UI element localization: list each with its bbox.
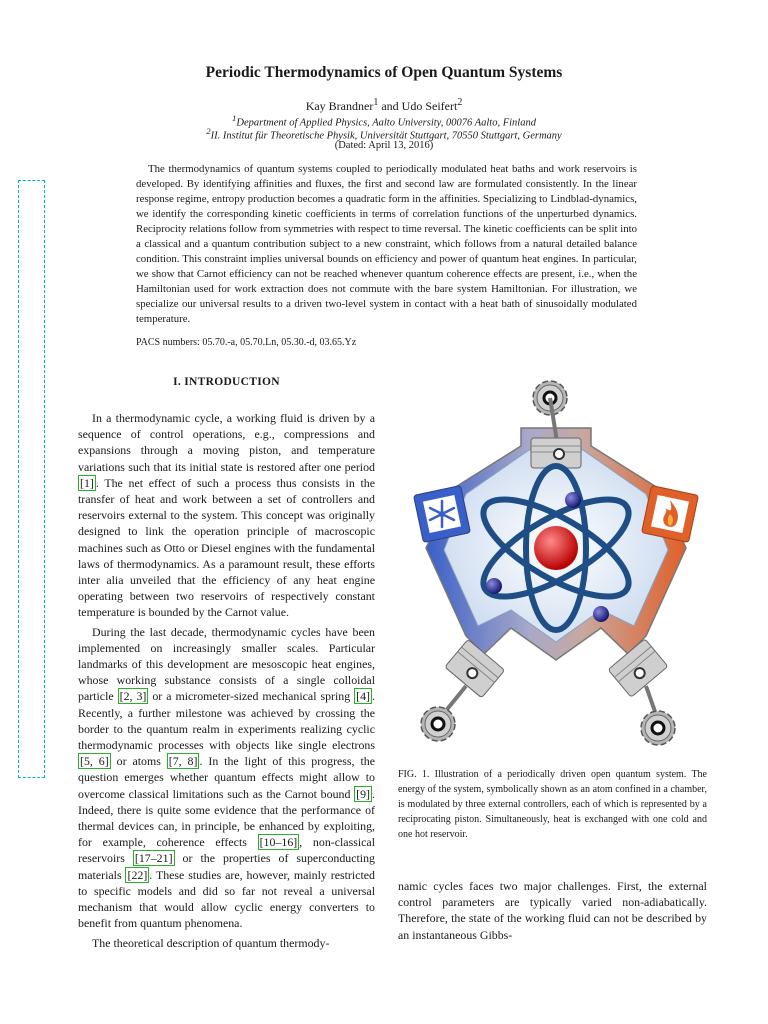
citation-link[interactable]: [22] xyxy=(127,867,148,882)
affiliation-2: $^2$II. Institut für Theoretische Physik, Universität Stuttgart, 70550 Stuttgart, Germany xyxy=(206,126,562,142)
author-line xyxy=(0,97,768,114)
paragraph: During the last decade, thermodynamic cycles have been implemented on increasingly smaller scales. Particular landmarks of this development are mesoscopic heat engines, whose working substance consists of a single colloidal particle [2, 3] or a micrometer-sized mechanical spring [4] . Recently, a further milestone was achieved by crossing the border to the quantum realm in experiments realizing cyclic thermodynamic processes with objects like single electrons [5, 6] or atoms [7, 8] . In the light of this progress, the question emerges whether quantum effects might allow to overcome classical limitations such as the Carnot bound [9] . Indeed, there is quite some evidence that the performance of thermal devices can, in principle, be enhanced by exploiting, for example, coherence effects [10–16] , non-classical reservoirs [17–21] or the properties of superconducting materials [22] . These studies are, however, mainly restricted to specific models and did so far not reveal a universal mechanism that would allow cyclic energy converters to benefit from quantum phenomena. xyxy=(78,624,375,931)
left-column xyxy=(78,410,375,954)
side-margin-box xyxy=(18,180,45,778)
gear-icon xyxy=(421,707,455,741)
piston-icon xyxy=(608,639,668,697)
citation-link[interactable]: [17–21] xyxy=(134,851,173,866)
author-joiner: and xyxy=(378,99,402,113)
paragraph: The theoretical description of quantum thermody- xyxy=(92,935,330,950)
paragraph: In a thermodynamic cycle, a working fluid is driven by a sequence of control operations, e.g., compressions and expansions through a moving piston, and temperature variations such that its initial state is restored after one period [1] . The net effect of such a process thus consists in the transfer of heat and work between a set of controllers and reservoirs external to the system. This concept was originally designed to link the operation principle of macroscopic machines such as Otto or Diesel engines with the fundamental laws of thermodynamics. As a paramount result, these efforts inter alia unveiled that the efficiency of any heat engine operating between two reservoirs of respectively constant temperature is bounded by the Carnot value. xyxy=(78,411,375,620)
electron xyxy=(593,606,609,622)
author-name: Udo Seifert xyxy=(401,99,458,113)
snowflake-icon xyxy=(414,486,471,543)
author-name: Kay Brandner xyxy=(305,99,374,113)
figure-caption: FIG. 1. Illustration of a periodically driven open quantum system. The energy of the system, symbolically shown as an atom confined in a chamber, is modulated by three external controllers, each of which is represented by a reciprocating piston. Simultaneously, heat is exchanged with one cold and one hot reservoir. xyxy=(398,769,707,840)
paper-title: Periodic Thermodynamics of Open Quantum Systems xyxy=(205,64,563,81)
figure-illustration xyxy=(396,368,716,758)
citation-link[interactable]: [5, 6] xyxy=(80,754,109,769)
gear-icon xyxy=(641,711,675,745)
abstract: The thermodynamics of quantum systems coupled to periodically modulated heat baths and work reservoirs is developed. By identifying affinities and fluxes, the first and second law are formulated consistently. In the linear response regime, entropy production becomes a quadratic form in the affinities. Specializing to Lindblad-dynamics, we identify the corresponding kinetic coefficients in terms of correlation functions of the unperturbed dynamics. Reciprocity relations follow from symmetries with respect to time reversal. The kinetic coefficients can be split into a classical and a quantum contribution subject to a new constraint, which follows from a natural detailed balance condition. This constraint implies universal bounds on efficiency and power of quantum heat engines. In particular, we show that Carnot efficiency can not be reached whenever quantum coherence effects are present, i.e., when the Hamiltonian used for work extraction does not commute with the bare system Hamiltonian. For illustration, we specialize our universal results to a driven two-level system in contact with a heat bath of sinusoidally modulated temperature. xyxy=(136,163,637,325)
pacs-numbers: PACS numbers: 05.70.-a, 05.70.Ln, 05.30.-d, 03.65.Yz xyxy=(136,337,357,348)
atom-nucleus xyxy=(534,526,578,570)
author-affiliation-mark: 1 xyxy=(373,97,379,108)
affiliation-mark: 1 xyxy=(232,113,237,123)
affiliation-mark: 2 xyxy=(206,126,211,136)
electron xyxy=(565,492,581,508)
citation-link[interactable]: [7, 8] xyxy=(168,754,198,769)
author-affiliation-mark: 2 xyxy=(457,97,463,108)
electron xyxy=(486,578,502,594)
right-column-paragraph: namic cycles faces two major challenges. First, the external control parameters are typically varied non-adiabatically. Therefore, the state of the working fluid can not be described by an instantaneous Gibbs- xyxy=(398,879,707,942)
section-heading: I. INTRODUCTION xyxy=(173,376,280,388)
date-line: (Dated: April 13, 2016) xyxy=(334,140,434,151)
citation-link[interactable]: [9] xyxy=(356,786,371,801)
citation-link[interactable]: [1] xyxy=(80,475,94,490)
piston-icon xyxy=(445,639,505,697)
flame-icon xyxy=(642,486,699,543)
citation-link[interactable]: [10–16] xyxy=(259,835,298,850)
citation-link[interactable]: [4] xyxy=(356,689,371,704)
citation-link[interactable]: [2, 3] xyxy=(119,689,147,704)
affiliation-1: $^1$Department of Applied Physics, Aalto University, 00076 Aalto, Finland xyxy=(232,113,536,129)
